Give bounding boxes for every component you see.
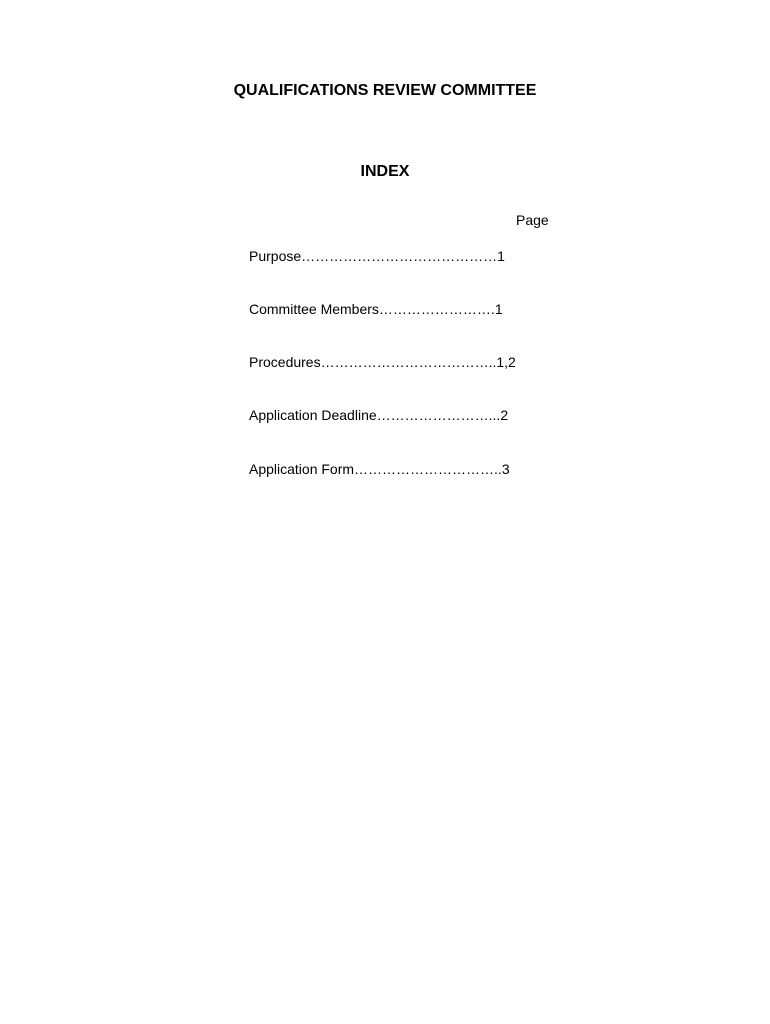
toc-entry-leader: ……………………... xyxy=(376,407,501,423)
toc-entry-committee-members xyxy=(249,299,503,319)
toc-entry-leader: ………………………….. xyxy=(354,461,502,477)
toc-entry-label: Application Deadline xyxy=(249,407,377,423)
toc-entry-label: Purpose xyxy=(249,248,302,264)
toc-entry-label: Procedures xyxy=(249,354,321,370)
toc-entry-application-form xyxy=(249,459,510,479)
toc-entry-leader: ……………………. xyxy=(378,301,495,317)
toc-entry-leader: ……………………………….. xyxy=(320,354,497,370)
toc-entry-label: Committee Members xyxy=(249,301,379,317)
toc-entry-application-deadline xyxy=(249,405,508,425)
document-title: QUALIFICATIONS REVIEW COMMITTEE xyxy=(233,82,537,99)
toc-entry-page: 1 xyxy=(497,248,505,264)
toc-entry-purpose xyxy=(249,246,505,266)
toc-entry-procedures xyxy=(249,352,516,372)
toc-entry-page: 3 xyxy=(501,461,510,477)
toc-entry-label: Application Form xyxy=(249,461,355,477)
toc-entry-page: 1,2 xyxy=(496,354,516,370)
toc-entry-page: 1 xyxy=(494,301,503,317)
toc-entry-page: 2 xyxy=(500,407,509,423)
index-heading: INDEX xyxy=(360,163,410,180)
toc-entry-leader: …………………………………… xyxy=(301,248,498,264)
page-column-label: Page xyxy=(516,212,549,228)
